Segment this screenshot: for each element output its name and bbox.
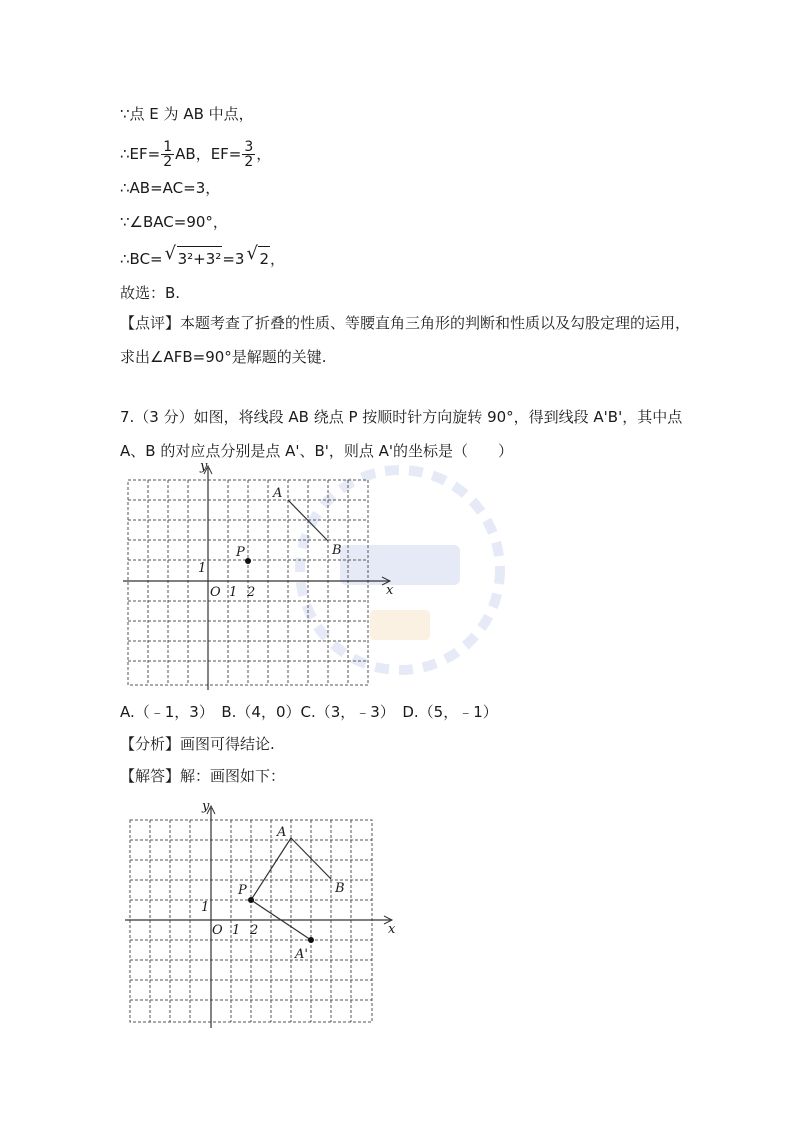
- denominator: 2: [244, 154, 254, 170]
- choice-line: 故选：B.: [120, 284, 181, 302]
- axis-arrows: [207, 806, 392, 924]
- solution-header: 【解答】解：画图如下：: [120, 767, 286, 785]
- fraction-three-halves: [242, 140, 255, 169]
- tick-2: 2: [247, 585, 256, 600]
- axis-arrows: [204, 466, 390, 585]
- x-label: x: [388, 922, 396, 937]
- y-label: y: [202, 800, 210, 814]
- radicand: 3²+3²: [177, 246, 223, 269]
- analysis-line: 【分析】画图可得结论.: [120, 735, 275, 753]
- tick-2: 2: [250, 923, 259, 938]
- tick-1: 1: [229, 585, 238, 600]
- point-a-label: A: [273, 486, 283, 501]
- point-b-label: B: [335, 881, 345, 896]
- question-7: 7.（3 分）如图，将线段 AB 绕点 P 按顺时针方向旋转 90°，得到线段 A'B'，其中点 A、B 的对应点分别是点 A'、B'，则点 A'的坐标是（ ）: [120, 408, 683, 460]
- x-label: x: [386, 583, 394, 598]
- square-root: √ 3²+3²: [164, 243, 222, 268]
- tick-y1: 1: [201, 900, 210, 915]
- coordinate-graph-question: [118, 460, 398, 692]
- radicand: 2: [258, 246, 270, 269]
- answer-options: A.（﹣1，3） B.（4，0）C.（3，﹣3） D.（5，﹣1）: [120, 703, 498, 721]
- point-p-label: P: [236, 545, 245, 560]
- solution-line-3: ∴AB=AC=3，: [120, 179, 221, 197]
- point-p-label: P: [238, 883, 247, 898]
- axes: [125, 808, 392, 1028]
- tick-y1: 1: [198, 561, 207, 576]
- origin-label: O: [210, 585, 221, 600]
- text: AB，EF=: [175, 145, 242, 163]
- grid: [128, 480, 368, 685]
- fraction-half: [161, 140, 174, 169]
- text: ∴BC=: [120, 250, 163, 268]
- numerator: 3: [244, 139, 254, 155]
- axes: [123, 468, 390, 690]
- origin-label: O: [212, 923, 223, 938]
- text: ，: [269, 250, 285, 268]
- y-label: y: [200, 460, 208, 474]
- point-p: [248, 897, 254, 903]
- point-a-label: A: [277, 825, 287, 840]
- solution-line-2: [120, 140, 271, 169]
- numerator: 1: [163, 139, 173, 155]
- denominator: 2: [163, 154, 173, 170]
- solution-line-4: ∵∠BAC=90°，: [120, 213, 228, 231]
- text: =3: [222, 250, 245, 268]
- tick-1: 1: [232, 923, 241, 938]
- point-a-prime-label: A': [295, 947, 308, 962]
- grid: [130, 820, 372, 1022]
- text: ∴EF=: [120, 145, 161, 163]
- coordinate-graph-solution: [120, 800, 400, 1032]
- text: ，: [256, 145, 272, 163]
- point-p: [245, 558, 251, 564]
- solution-line-1: ∵点 E 为 AB 中点，: [120, 105, 254, 123]
- square-root: √ 2: [246, 243, 269, 268]
- solution-line-5: [120, 243, 285, 269]
- point-a-prime: [308, 937, 314, 943]
- review-paragraph: 【点评】本题考查了折叠的性质、等腰直角三角形的判断和性质以及勾股定理的运用，求出∠AFB=90°是解题的关键.: [120, 314, 691, 366]
- point-b-label: B: [332, 543, 342, 558]
